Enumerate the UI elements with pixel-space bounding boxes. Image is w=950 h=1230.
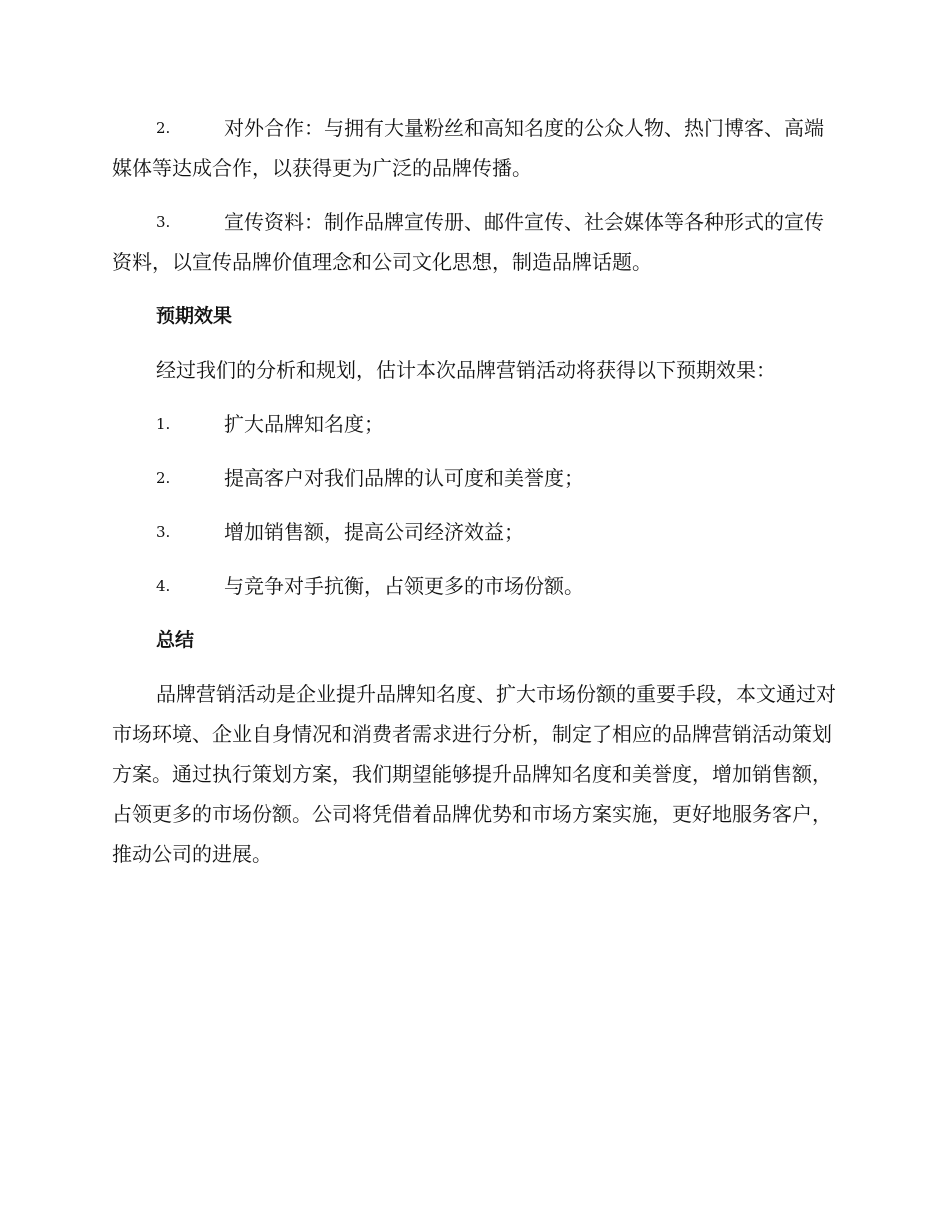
list-item	[112, 566, 836, 606]
list-item-number: 2.	[156, 469, 171, 487]
list-item	[112, 108, 836, 188]
list-item-number: 3.	[156, 213, 171, 231]
list-item	[112, 202, 836, 282]
list-item-text: 增加销售额，提高公司经济效益；	[224, 520, 524, 544]
list-item-number: 3.	[156, 523, 171, 541]
section-heading-expected-effects: 预期效果	[156, 305, 233, 327]
list-item-number: 4.	[156, 577, 171, 595]
expected-effects-intro: 经过我们的分析和规划，估计本次品牌营销活动将获得以下预期效果：	[156, 358, 776, 382]
list-item-text: 与竞争对手抗衡，占领更多的市场份额。	[224, 574, 584, 598]
list-item-text: 对外合作：与拥有大量粉丝和高知名度的公众人物、热门博客、高端媒体等达成合作，以获得更为广泛的品牌传播。	[112, 116, 824, 180]
list-item-text: 宣传资料：制作品牌宣传册、邮件宣传、社会媒体等各种形式的宣传资料，以宣传品牌价值理念和公司文化思想，制造品牌话题。	[112, 210, 824, 274]
list-item	[112, 404, 836, 444]
list-item-text: 提高客户对我们品牌的认可度和美誉度；	[224, 466, 584, 490]
list-item-number: 2.	[156, 119, 171, 137]
list-item	[112, 512, 836, 552]
list-item-text: 扩大品牌知名度；	[224, 412, 384, 436]
section-heading-summary: 总结	[156, 629, 195, 651]
list-item-number: 1.	[156, 415, 171, 433]
document-content	[112, 108, 836, 888]
summary-body: 品牌营销活动是企业提升品牌知名度、扩大市场份额的重要手段，本文通过对市场环境、企业自身情况和消费者需求进行分析，制定了相应的品牌营销活动策划方案。通过执行策划方案，我们期望能够提升品牌知名度和美誉度，增加销售额，占领更多的市场份额。公司将凭借着品牌优势和市场方案实施，更好地服务客户，推动公司的进展。	[112, 682, 836, 866]
list-item	[112, 458, 836, 498]
